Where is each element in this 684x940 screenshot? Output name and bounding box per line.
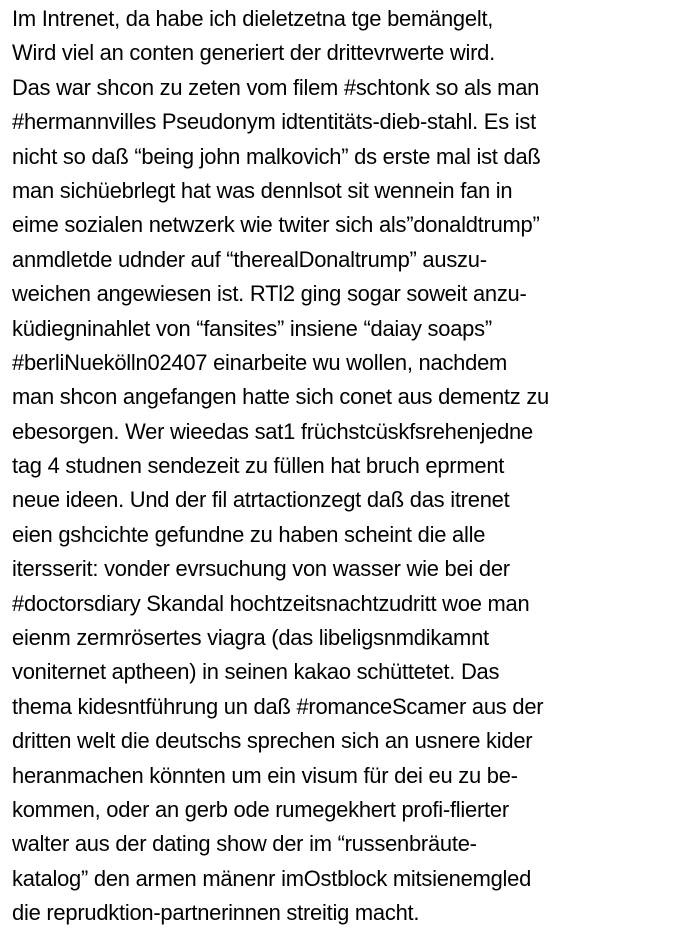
text-line: ebesorgen. Wer wieedas sat1 früchstcüskfsrehenjedne — [12, 418, 533, 444]
text-line: voniternet aptheen) in seinen kakao schüttetet. Das — [12, 659, 500, 685]
text-line: #berliNuekölln02407 einarbeite wu wollen, nachdem — [12, 349, 508, 375]
text-line: eime sozialen netwzerk wie twiter sich als”donaldtrump” — [12, 212, 540, 238]
text-line: walter aus der dating show der im “russenbräute- — [12, 831, 477, 857]
text-line: heranmachen könnten um ein visum für dei eu zu be- — [12, 762, 518, 788]
text-line: Im Intrenet, da habe ich dieletzetna tge bemängelt, — [12, 6, 494, 31]
text-line: neue ideen. Und der fil atrtactionzegt daß das itrenet — [12, 487, 510, 513]
text-line: kommen, oder an gerb ode rumegekhert profi-flierter — [12, 796, 509, 822]
text-line: eienm zermrösertes viagra (das libeligsnmdikamnt — [12, 625, 489, 651]
text-line: die reprudktion-partnerinnen streitig macht. — [12, 900, 420, 926]
text-line: #doctorsdiary Skandal hochtzeitsnachtzudritt woe man — [12, 590, 530, 616]
text-line: Wird viel an conten generiert der drittevrwerte wird. — [12, 40, 495, 66]
text-line: anmdletde udnder auf “therealDonaltrump” auszu- — [12, 246, 487, 272]
body-text — [12, 2, 682, 931]
text-line: Das war shcon zu zeten vom filem #schtonk so als man — [12, 74, 540, 100]
text-line: küdiegninahlet von “fansites” insiene “daiay soaps” — [12, 315, 492, 341]
text-line: #hermannvilles Pseudonym idtentitäts-dieb-stahl. Es ist — [12, 109, 536, 135]
text-line: man shcon angefangen hatte sich conet aus dementz zu — [12, 384, 549, 410]
text-line: thema kidesntführung un daß #romanceScamer aus der — [12, 693, 544, 719]
text-line: nicht so daß “being john malkovich” ds erste mal ist daß — [12, 143, 541, 169]
text-line: tag 4 studnen sendezeit zu füllen hat bruch eprment — [12, 453, 505, 479]
text-line: dritten welt die deutschs sprechen sich an usnere kider — [12, 728, 533, 754]
text-line: itersserit: vonder evrsuchung von wasser wie bei der — [12, 556, 510, 582]
text-line: eien gshcichte gefundne zu haben scheint die alle — [12, 521, 486, 547]
text-line: katalog” den armen mänenr imOstblock mitsienemgled — [12, 865, 532, 891]
text-line: man sichüebrlegt hat was dennlsot sit wennein fan in — [12, 177, 513, 203]
text-line: weichen angewiesen ist. RTl2 ging sogar soweit anzu- — [12, 281, 527, 307]
